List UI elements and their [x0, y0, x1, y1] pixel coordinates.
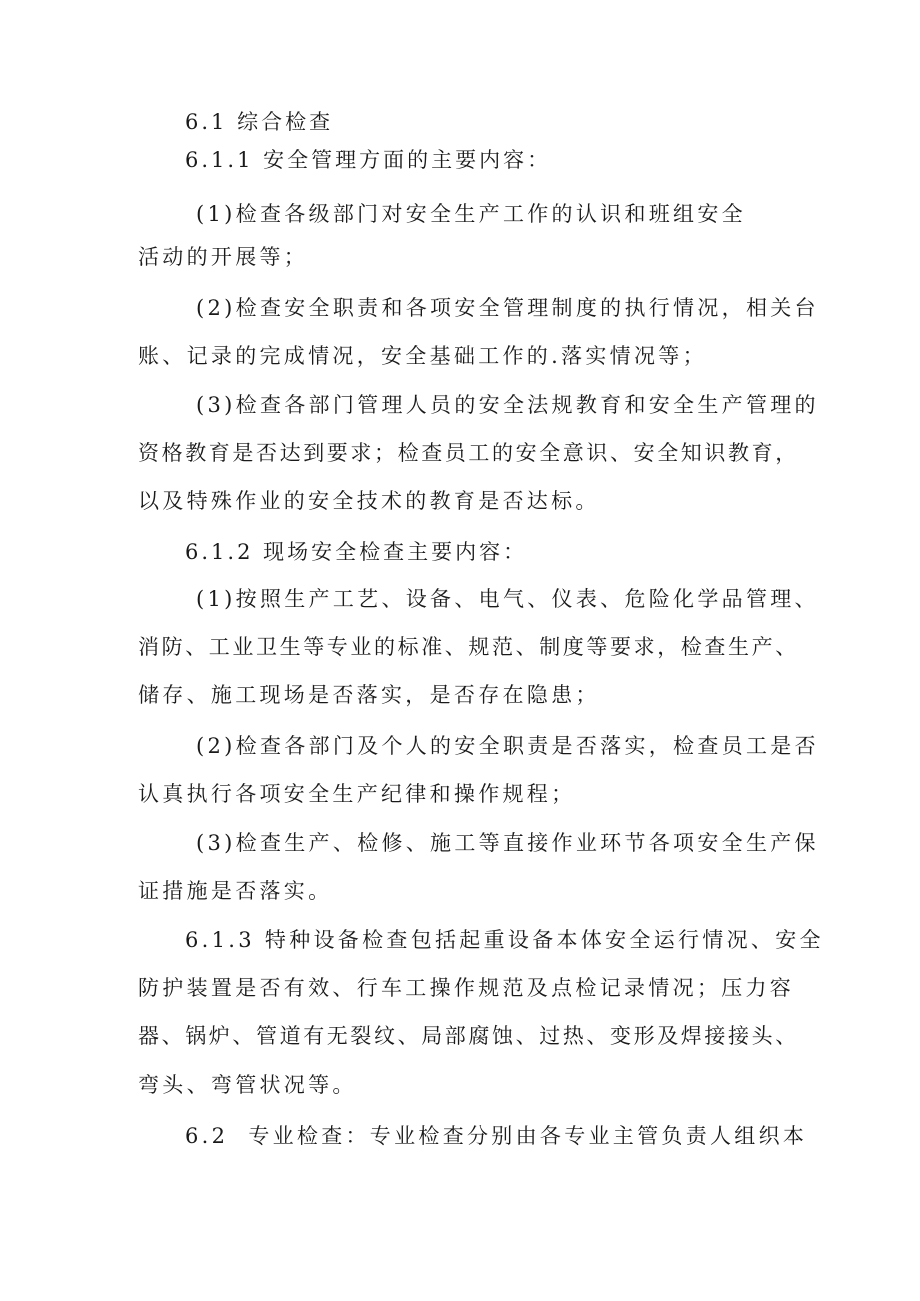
paragraph-line: (1)检查各级部门对安全生产工作的认识和班组安全: [196, 202, 746, 226]
paragraph-line: 以及特殊作业的安全技术的教育是否达标。: [138, 489, 600, 513]
section-heading-6-1: 6.1 综合检查: [185, 110, 334, 134]
subsection-heading-6-1-3: 6.1.3 特种设备检查包括起重设备本体安全运行情况、安全: [185, 928, 824, 952]
paragraph-line: 证措施是否落实。: [138, 879, 333, 903]
paragraph-line: 弯头、弯管状况等。: [138, 1073, 357, 1097]
subsection-heading-6-1-1: 6.1.1 安全管理方面的主要内容：: [185, 148, 552, 172]
paragraph-line: (1)按照生产工艺、设备、电气、仪表、危险化学品管理、: [196, 587, 819, 611]
section-heading-6-2: [185, 1122, 807, 1150]
paragraph-line: 消防、工业卫生等专业的标准、规范、制度等要求，检查生产、: [138, 635, 799, 659]
section-number: 6.2: [185, 1124, 229, 1148]
paragraph-line: 活动的开展等；: [138, 245, 309, 269]
paragraph-line: 认真执行各项安全生产纪律和操作规程；: [138, 782, 576, 806]
paragraph-line: 防护装置是否有效、行车工操作规范及点检记录情况；压力容: [138, 976, 795, 1000]
paragraph-line: (2)检查安全职责和各项安全管理制度的执行情况，相关台: [196, 296, 819, 320]
paragraph-line: (3)检查生产、检修、施工等直接作业环节各项安全生产保: [196, 831, 819, 855]
paragraph-line: 器、锅炉、管道有无裂纹、局部腐蚀、过热、变形及焊接接头、: [138, 1024, 799, 1048]
section-text: 专业检查：专业检查分别由各专业主管负责人组织本: [248, 1124, 808, 1148]
paragraph-line: 资格教育是否达到要求；检查员工的安全意识、安全知识教育，: [138, 441, 799, 465]
paragraph-line: 账、记录的完成情况，安全基础工作的.落实情况等；: [138, 344, 707, 368]
subsection-heading-6-1-2: 6.1.2 现场安全检查主要内容：: [185, 540, 528, 564]
paragraph-line: (3)检查各部门管理人员的安全法规教育和安全生产管理的: [196, 393, 819, 417]
paragraph-line: 储存、施工现场是否落实，是否存在隐患；: [138, 683, 600, 707]
paragraph-line: (2)检查各部门及个人的安全职责是否落实，检查员工是否: [196, 734, 819, 758]
